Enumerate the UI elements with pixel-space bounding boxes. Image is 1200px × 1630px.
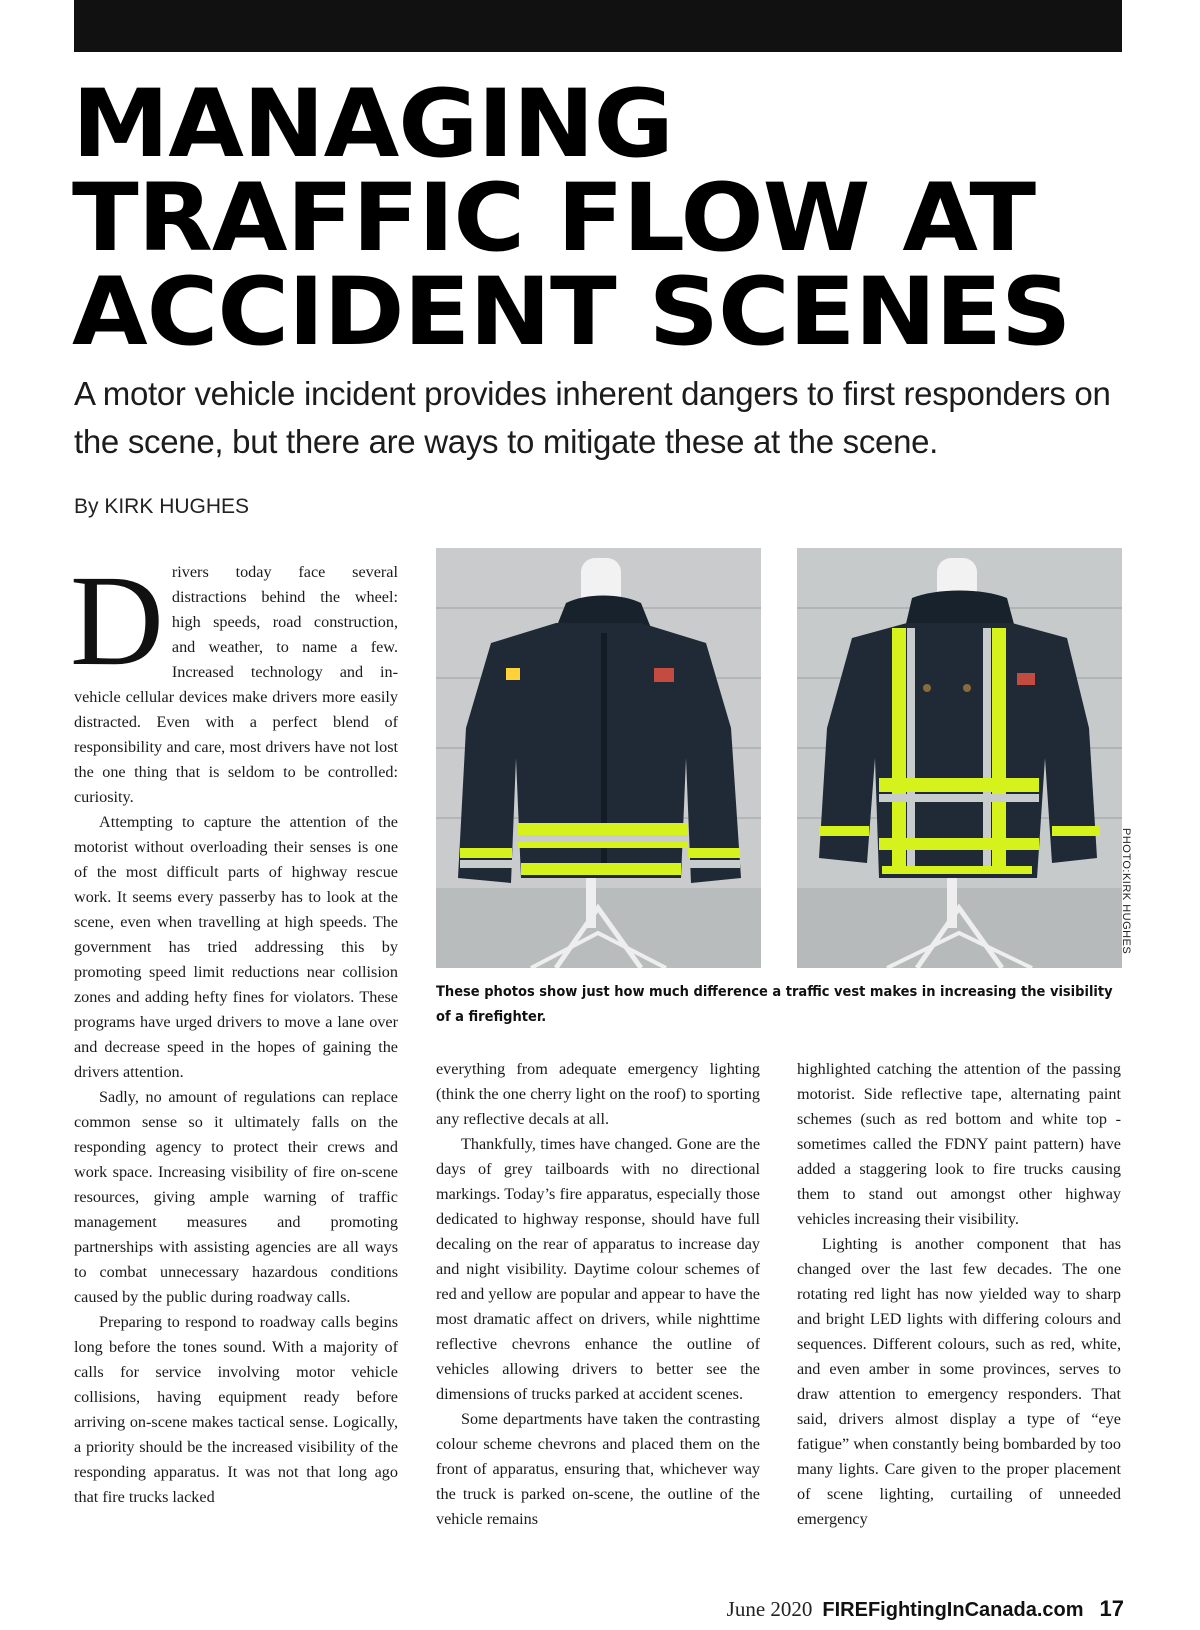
paragraph-3: Sadly, no amount of regulations can replace common sense so it ultimately falls on the responding agency to protect their crews and work space. Increasing visibility of fire on-scene resources, giving ample warning of traffic management measures and promoting partnerships with assisting agencies are all ways to combat unnecessary hazardous conditions caused by the public during roadway calls. xyxy=(74,1088,398,1306)
paragraph-4: Preparing to respond to roadway calls begins long before the tones sound. With a majority of calls for service involving motor vehicle collisions, having equipment ready before arriving on-scene makes tactical sense. Logically, a priority should be the increased visibility of the responding apparatus. It was not that long ago that fire trucks lacked xyxy=(74,1313,398,1506)
photo-coat-without-vest xyxy=(436,548,761,968)
page-number: 17 xyxy=(1099,1596,1124,1621)
headline xyxy=(72,70,1195,367)
header-bar xyxy=(74,0,1122,52)
paragraph-1 xyxy=(70,549,398,810)
magazine-website: FIREFightingInCanada.com xyxy=(822,1599,1084,1621)
paragraph-1-text: rivers today face several distractions behind the wheel: high speeds, road construction, and weather, to name a few. Increased technology and in-vehicle cellular devices make drivers more easily distracted. Even with a perfect blend of responsibility and care, most drivers have not lost the one thing that is seldom to be controlled: curiosity. xyxy=(74,563,398,806)
coat-without-vest-illustration xyxy=(436,548,761,968)
headline-line-1: MANAGING xyxy=(72,70,673,179)
article-column-3 xyxy=(797,1057,1121,1532)
paragraph-9: Lighting is another component that has changed over the last few decades. The one rotating red light has now yielded way to sharp and bright LED lights with differing colours and sequences. Different colours, such as red, white, and even amber in some provinces, serves to draw attention to emergency responders. That said, drivers almost display a type of “eye fatigue” when constantly being bombarded by too many lights. Care given to the proper placement of scene lighting, curtailing of unneeded emergency xyxy=(797,1235,1121,1528)
paragraph-6: Thankfully, times have changed. Gone are the days of grey tailboards with no directional markings. Today’s fire apparatus, especially those dedicated to highway response, should have full decaling on the rear of apparatus to increase day and night visibility. Daytime colour schemes of red and yellow are popular and appear to have the most dramatic affect on drivers, while nighttime reflective chevrons enhance the outline of vehicles allowing drivers to better see the dimensions of trucks parked at accident scenes. xyxy=(436,1135,760,1403)
paragraph-7: Some departments have taken the contrasting colour scheme chevrons and placed them on the front of apparatus, ensuring that, whichever way the truck is parked on-scene, the outline of the vehicle remains xyxy=(436,1410,760,1528)
deck-subtitle: A motor vehicle incident provides inherent dangers to first responders on the scene, but there are ways to mitigate these at the scene. xyxy=(74,375,1111,460)
coat-with-vest-illustration xyxy=(797,548,1122,968)
photo-credit: PHOTO:KIRK HUGHES xyxy=(1120,828,1132,955)
headline-line-2: TRAFFIC FLOW AT xyxy=(72,164,1036,273)
byline: By KIRK HUGHES xyxy=(74,495,250,518)
paragraph-8: highlighted catching the attention of the passing motorist. Side reflective tape, alternating paint schemes (such as red bottom and white top - sometimes called the FDNY paint pattern) have added a staggering look to fire trucks causing them to stand out amongst other highway vehicles increasing their visibility. xyxy=(797,1060,1121,1228)
page-footer xyxy=(727,1596,1124,1622)
paragraph-5: everything from adequate emergency lighting (think the one cherry light on the roof) to sporting any reflective decals at all. xyxy=(436,1060,760,1128)
photo-caption: These photos show just how much difference a traffic vest makes in increasing the visibility of a firefighter. xyxy=(436,984,1113,1025)
article-column-1 xyxy=(70,549,398,1510)
issue-date: June 2020 xyxy=(726,1597,813,1621)
photo-coat-with-vest xyxy=(797,548,1122,968)
headline-line-3: ACCIDENT SCENES xyxy=(72,258,1071,367)
article-column-2 xyxy=(436,1057,760,1532)
paragraph-2: Attempting to capture the attention of the motorist without overloading their senses is one of the most difficult parts of highway rescue work. It seems every passerby has to look at the scene, even when travelling at high speeds. The government has tried addressing this by promoting speed limit reductions near collision zones and adding hefty fines for violators. These programs have urged drivers to move a lane over and decrease speed in the hopes of gaining the drivers attention. xyxy=(74,813,398,1081)
drop-cap: D xyxy=(70,549,164,693)
